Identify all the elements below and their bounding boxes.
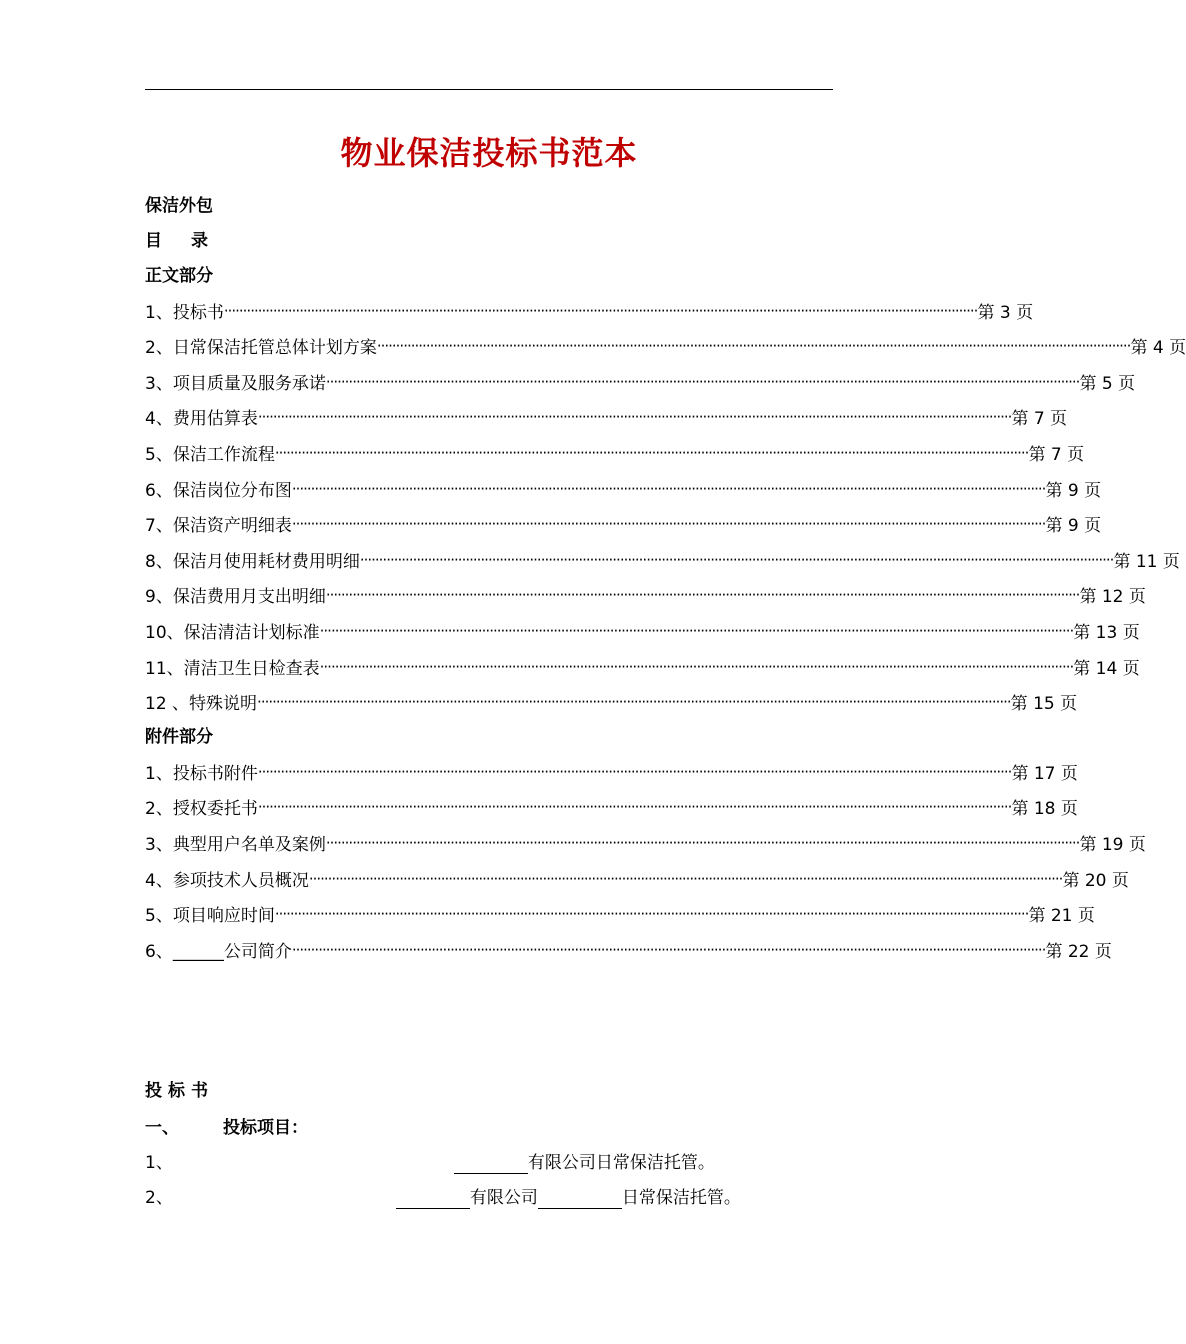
toc-leader-dots: ········································································································································································································ [291, 941, 1046, 959]
toc-entry-label: 10、保洁清洁计划标准 [145, 622, 320, 643]
toc-entry-page: 第 11 页 [1113, 551, 1180, 572]
appendix-toc-entry-2 [145, 795, 1078, 819]
toc-entry-label: 11、清洁卫生日检查表 [145, 658, 320, 679]
main-toc-entry-4 [145, 405, 1068, 429]
main-toc-entry-3 [145, 370, 1136, 394]
blank-field [396, 1190, 470, 1209]
document-title: 物业保洁投标书范本 [340, 134, 638, 172]
toc-leader-dots: ········································································································································································································ [319, 658, 1074, 676]
toc-entry-page: 第 9 页 [1045, 480, 1102, 501]
main-toc-entry-5 [145, 441, 1085, 465]
toc-entry-label: 9、保洁费用月支出明细 [145, 586, 326, 607]
toc-entry-page: 第 19 页 [1079, 834, 1146, 855]
toc-entry-label: 1、投标书附件 [145, 763, 258, 784]
tender-line-1 [145, 1152, 715, 1174]
toc-leader-dots: ········································································································································································································ [359, 551, 1114, 569]
toc-leader-dots: ········································································································································································································ [319, 622, 1074, 640]
toc-entry-page: 第 15 页 [1010, 693, 1078, 714]
toc-entry-label: 5、保洁工作流程 [145, 444, 275, 465]
toc-entry-page: 第 13 页 [1073, 622, 1140, 643]
toc-entry-page: 第 21 页 [1028, 905, 1095, 926]
tender-line-2-text: 日常保洁托管。 [621, 1188, 741, 1208]
toc-leader-dots: ········································································································································································································ [325, 834, 1080, 852]
main-toc-entry-10 [145, 619, 1140, 643]
section-main-heading: 正文部分 [145, 266, 213, 286]
toc-entry-page: 第 17 页 [1011, 763, 1078, 784]
toc-entry-label: 5、项目响应时间 [145, 905, 275, 926]
toc-leader-dots: ········································································································································································································ [325, 373, 1080, 391]
toc-entry-page: 第 9 页 [1045, 515, 1102, 536]
main-toc-entry-8 [145, 548, 1180, 572]
tender-line-2-number: 2、 [145, 1188, 173, 1208]
tender-line-1-text: 有限公司日常保洁托管。 [527, 1153, 715, 1173]
toc-entry-page: 第 4 页 [1130, 337, 1186, 358]
toc-entry-page: 第 7 页 [1028, 444, 1085, 465]
toc-leader-dots: ········································································································································································································ [274, 905, 1029, 923]
toc-entry-label: 4、参项技术人员概况 [145, 870, 309, 891]
main-toc-entry-2 [145, 334, 1186, 358]
tender-line-2-mid: 有限公司 [469, 1188, 538, 1208]
toc-entry-page: 第 12 页 [1079, 586, 1146, 607]
header-rule [145, 89, 833, 90]
toc-leader-dots: ········································································································································································································ [274, 444, 1029, 462]
toc-leader-dots: ········································································································································································································ [223, 302, 978, 320]
toc-entry-label: 4、费用估算表 [145, 408, 258, 429]
toc-entry-label: 2、日常保洁托管总体计划方案 [145, 337, 377, 358]
toc-leader-dots: ········································································································································································································ [325, 586, 1080, 604]
toc-leader-dots: ········································································································································································································ [376, 337, 1131, 355]
tender-item-heading [145, 1117, 308, 1139]
toc-entry-label: 6、______公司简介 [145, 941, 292, 962]
tender-item-label: 投标项目： [223, 1118, 308, 1138]
main-toc-entry-11 [145, 655, 1140, 679]
toc-leader-dots: ········································································································································································································ [257, 763, 1012, 781]
subtitle: 保洁外包 [145, 196, 213, 216]
toc-heading: 目 录 [145, 231, 214, 251]
toc-entry-page: 第 3 页 [977, 302, 1034, 323]
toc-leader-dots: ········································································································································································································ [291, 515, 1046, 533]
toc-entry-page: 第 7 页 [1011, 408, 1068, 429]
main-toc-entry-12 [145, 690, 1078, 714]
toc-entry-label: 2、授权委托书 [145, 798, 258, 819]
blank-field [538, 1190, 622, 1209]
toc-leader-dots: ········································································································································································································ [291, 480, 1046, 498]
appendix-toc-entry-4 [145, 867, 1129, 891]
toc-entry-page: 第 5 页 [1079, 373, 1136, 394]
toc-entry-page: 第 14 页 [1073, 658, 1140, 679]
toc-entry-label: 8、保洁月使用耗材费用明细 [145, 551, 360, 572]
tender-item-number: 一、 [145, 1118, 179, 1138]
toc-leader-dots: ········································································································································································································ [257, 408, 1012, 426]
appendix-toc-entry-5 [145, 902, 1095, 926]
toc-entry-label: 1、投标书 [145, 302, 224, 323]
toc-entry-label: 7、保洁资产明细表 [145, 515, 292, 536]
appendix-toc-entry-6 [145, 938, 1112, 962]
toc-entry-page: 第 18 页 [1011, 798, 1078, 819]
toc-entry-label: 3、典型用户名单及案例 [145, 834, 326, 855]
main-toc-entry-1 [145, 299, 1034, 323]
toc-entry-label: 12 、特殊说明 [145, 693, 258, 714]
tender-line-1-number: 1、 [145, 1153, 173, 1173]
main-toc-entry-6 [145, 477, 1102, 501]
tender-heading: 投标书 [145, 1081, 214, 1101]
toc-leader-dots: ········································································································································································································ [308, 870, 1063, 888]
toc-leader-dots: ········································································································································································································ [257, 798, 1012, 816]
toc-leader-dots: ········································································································································································································ [257, 693, 1011, 711]
main-toc-entry-9 [145, 583, 1146, 607]
toc-entry-label: 3、项目质量及服务承诺 [145, 373, 326, 394]
toc-entry-label: 6、保洁岗位分布图 [145, 480, 292, 501]
appendix-toc-entry-3 [145, 831, 1146, 855]
blank-field [454, 1155, 528, 1174]
appendix-toc-entry-1 [145, 760, 1078, 784]
toc-entry-page: 第 22 页 [1045, 941, 1112, 962]
toc-entry-page: 第 20 页 [1062, 870, 1129, 891]
main-toc-entry-7 [145, 512, 1102, 536]
tender-line-2 [145, 1187, 741, 1209]
section-appendix-heading: 附件部分 [145, 727, 213, 747]
